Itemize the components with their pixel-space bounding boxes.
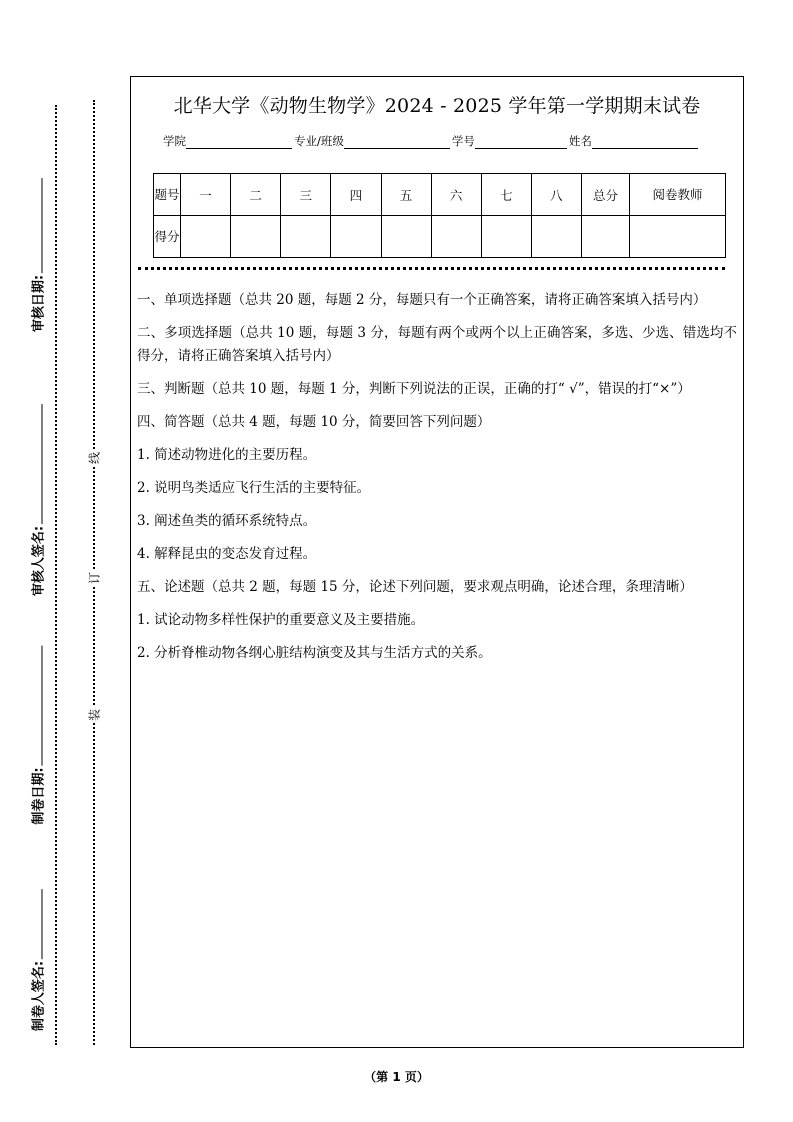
reviewer-signature-blank[interactable]	[32, 404, 43, 524]
student-info-row	[163, 133, 700, 149]
column-6: 六	[431, 174, 481, 216]
short-answer-question-2: 2. 说明鸟类适应飞行生活的主要特征。	[137, 480, 371, 496]
binding-char-line: 线	[87, 451, 102, 465]
review-date-blank[interactable]	[32, 178, 43, 273]
score-table-header-row	[154, 174, 726, 216]
column-2: 二	[231, 174, 281, 216]
score-cell-total[interactable]	[582, 216, 630, 258]
score-cell-3[interactable]	[281, 216, 331, 258]
compiler-signature-blank[interactable]	[32, 889, 43, 959]
score-row-header: 得分	[154, 216, 181, 258]
compiler-signature-label: 制卷人签名:	[31, 960, 47, 1032]
essay-question-2: 2. 分析脊椎动物各纲心脏结构演变及其与生活方式的关系。	[137, 645, 492, 661]
student-id-field[interactable]	[475, 136, 567, 149]
column-1: 一	[181, 174, 231, 216]
score-cell-grader[interactable]	[630, 216, 726, 258]
compile-date-field[interactable]	[28, 645, 47, 824]
binding-char-staple: 订	[87, 571, 102, 585]
section-essay: 五、论述题（总共 2 题，每题 15 分，论述下列问题，要求观点明确，论述合理，条理清晰）	[137, 579, 693, 595]
exam-title: 北华大学《动物生物学》2024 - 2025 学年第一学期期末试卷	[173, 95, 701, 117]
short-answer-question-3: 3. 阐述鱼类的循环系统特点。	[137, 513, 317, 529]
question-number-header: 题号	[154, 174, 181, 216]
score-table-score-row	[154, 216, 726, 258]
compile-date-label: 制卷日期:	[31, 767, 47, 825]
major-class-field[interactable]	[344, 136, 450, 149]
score-table	[153, 173, 726, 258]
column-3: 三	[281, 174, 331, 216]
score-cell-4[interactable]	[331, 216, 381, 258]
signature-dotted-line	[55, 105, 57, 1045]
score-cell-6[interactable]	[431, 216, 481, 258]
column-8: 八	[531, 174, 581, 216]
college-label: 学院	[163, 134, 186, 148]
section-single-choice: 一、单项选择题（总共 20 题，每题 2 分，每题只有一个正确答案，请将正确答案填入括号内）	[137, 292, 707, 308]
compile-date-blank[interactable]	[32, 645, 43, 765]
reviewer-signature-field[interactable]	[28, 404, 47, 596]
exam-page-frame	[130, 76, 744, 1048]
essay-question-1: 1. 试论动物多样性保护的重要意义及主要措施。	[137, 612, 425, 628]
column-4: 四	[331, 174, 381, 216]
page-number: （第 1 页）	[364, 1070, 429, 1084]
score-cell-2[interactable]	[231, 216, 281, 258]
student-id-label: 学号	[451, 134, 475, 148]
section-multiple-choice: 二、多项选择题（总共 10 题，每题 3 分，每题有两个或两个以上正确答案，多选、少选、错选均不得分，请将正确答案填入括号内）	[137, 325, 737, 364]
score-cell-7[interactable]	[481, 216, 531, 258]
name-label: 姓名	[568, 134, 592, 148]
section-true-false: 三、判断题（总共 10 题，每题 1 分，判断下列说法的正误，正确的打“ √”，错误的打“×”）	[137, 381, 691, 397]
grader-header: 阅卷教师	[630, 174, 726, 216]
total-score-header: 总分	[582, 174, 630, 216]
name-field[interactable]	[592, 136, 698, 149]
score-cell-5[interactable]	[381, 216, 431, 258]
review-date-label: 审核日期:	[31, 274, 47, 333]
score-cell-8[interactable]	[531, 216, 581, 258]
review-date-field[interactable]	[28, 178, 47, 332]
college-field[interactable]	[186, 136, 292, 149]
section-separator	[138, 267, 725, 270]
reviewer-signature-label: 审核人签名:	[31, 525, 47, 597]
compiler-signature-field[interactable]	[28, 889, 47, 1031]
major-class-label: 专业/班级	[294, 134, 344, 148]
section-short-answer: 四、简答题（总共 4 题，每题 10 分，简要回答下列问题）	[137, 414, 491, 430]
short-answer-question-4: 4. 解释昆虫的变态发育过程。	[137, 546, 317, 562]
short-answer-question-1: 1. 简述动物进化的主要历程。	[137, 447, 317, 463]
score-cell-1[interactable]	[181, 216, 231, 258]
column-5: 五	[381, 174, 431, 216]
column-7: 七	[481, 174, 531, 216]
exam-content	[137, 289, 737, 675]
binding-char-bind: 装	[87, 708, 102, 722]
